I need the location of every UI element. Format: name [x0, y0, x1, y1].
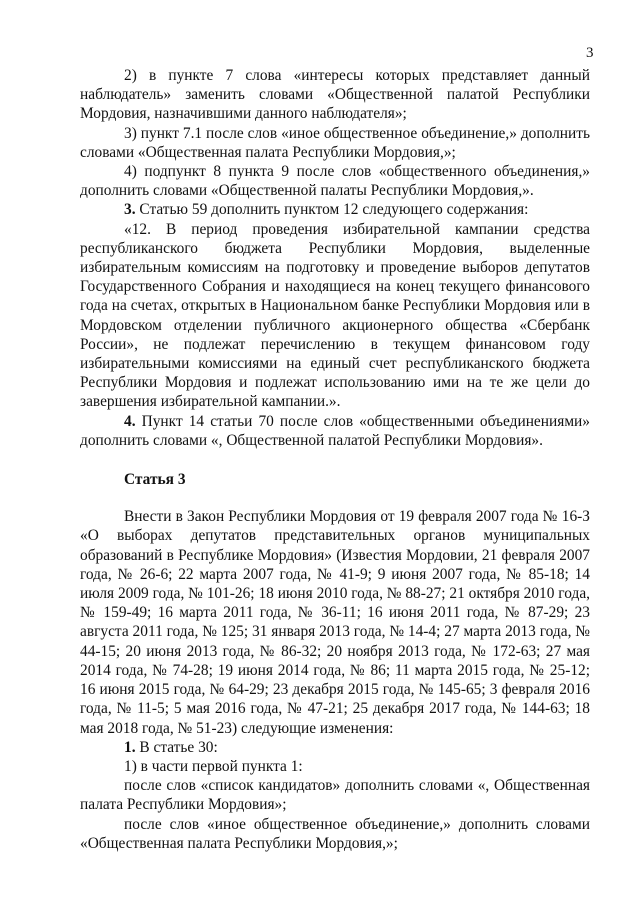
page-number: 3	[586, 45, 594, 61]
item-number: 4.	[124, 412, 136, 430]
item-number: 1.	[124, 738, 136, 756]
paragraph-article59	[80, 200, 590, 219]
paragraph-article3-intro: Внести в Закон Республики Мордовия от 19 февраля 2007 года № 16-З «О выборах депутатов представительных органов муниципальных образований в Республике Мордовия» (Известия Мордовии, 21 февраля 2007 года, № 26-6; 22 марта 2007 года, № 41-9; 9 июня 2007 года, № 85-18; 14 июля 2009 года, № 101-26; 18 июня 2010 года, № 88-27; 21 октября 2010 года, № 159-49; 16 марта 2011 года, № 36-11; 16 июня 2011 года, № 87-29; 23 августа 2011 года, № 125; 31 января 2013 года, № 14-4; 27 марта 2013 года, № 44-15; 20 июня 2013 года, № 86-32; 20 ноября 2013 года, № 172-63; 27 мая 2014 года, № 74-28; 19 июня 2014 года, № 86; 11 марта 2015 года, № 25-12; 16 июня 2015 года, № 64-29; 23 декабря 2015 года, № 145-65; 3 февраля 2016 года, № 11-5; 5 мая 2016 года, № 47-21; 25 декабря 2017 года, № 144-63; 18 мая 2018 года, № 51-23) следующие изменения:	[80, 508, 590, 737]
item-text: Статью 59 дополнить пунктом 12 следующего содержания:	[135, 201, 529, 219]
paragraph-quote-12: «12. В период проведения избирательной кампании средства республиканского бюджета Республики Мордовия, выделенные избирательным комиссиям на подготовку и проведение выборов депутатов Государственного Собрания и находящиеся на конец текущего финансового года на счетах, открытых в Национальном банке Республики Мордовия или в Мордовском отделении публичного акционерного общества «Сбербанк России», не подлежат перечислению в текущем финансовом году избирательными комиссиями на единый счет республиканского бюджета Республики Мордовия и подлежат использованию ими на те же цели до завершения избирательной кампании.».	[80, 220, 590, 411]
item-number: 3.	[124, 201, 136, 219]
paragraph-item-3: 3) пункт 7.1 после слов «иное общественное объединение,» дополнить словами «Общественная палата Республики Мордовия,»;	[80, 124, 590, 161]
document-body	[80, 66, 590, 853]
paragraph-after-candidates: после слов «список кандидатов» дополнить словами «, Общественная палата Республики Мордовия»;	[80, 777, 590, 814]
item-text: В статье 30:	[135, 738, 218, 756]
article-heading: Статья 3	[124, 471, 186, 489]
paragraph-part1: 1) в части первой пункта 1:	[124, 757, 303, 775]
paragraph-after-association: после слов «иное общественное объединение,» дополнить словами «Общественная палата Республики Мордовия,»;	[80, 815, 590, 852]
paragraph-article70	[80, 412, 590, 450]
item-text: Пункт 14 статьи 70 после слов «общественными объединениями» дополнить словами «, Общественной палатой Республики Мордовия».	[80, 412, 590, 449]
paragraph-article30	[80, 738, 590, 757]
paragraph-item-2: 2) в пункте 7 слова «интересы которых представляет данный наблюдатель» заменить словами «Общественной палатой Республики Мордовия, назначившими данного наблюдателя»;	[80, 67, 590, 123]
paragraph-item-4: 4) подпункт 8 пункта 9 после слов «общественного объединения,» дополнить словами «Общественной палаты Республики Мордовия,».	[80, 163, 590, 200]
